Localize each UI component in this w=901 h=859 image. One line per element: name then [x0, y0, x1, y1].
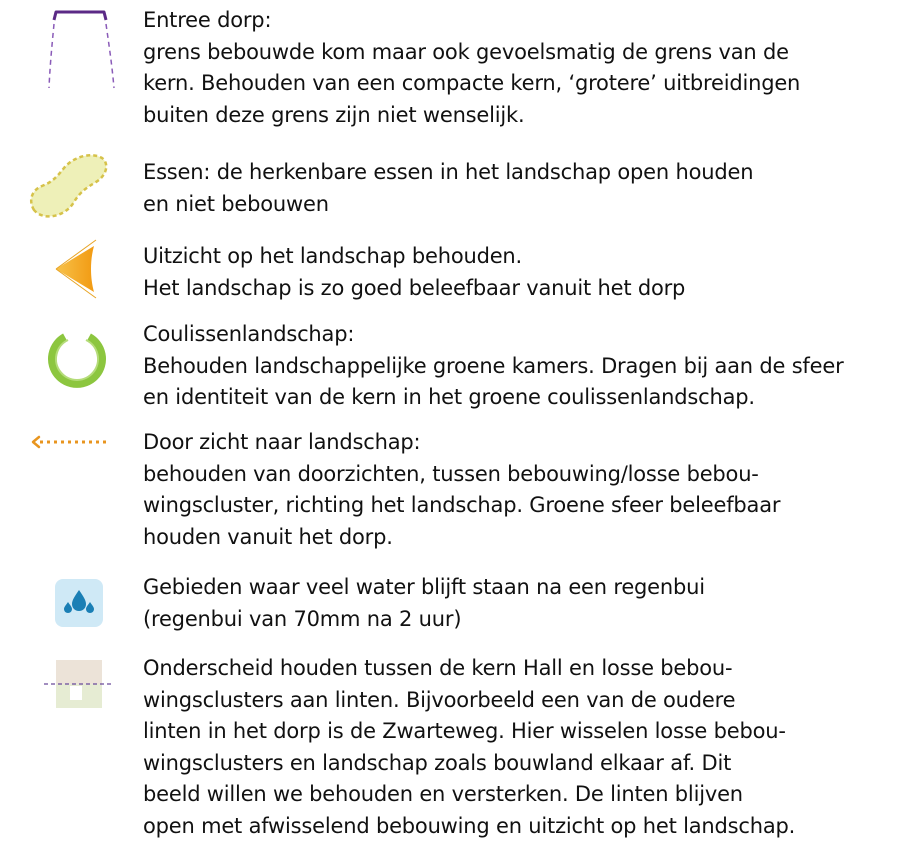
legend-text [143, 653, 897, 842]
legend-line: grens bebouwde kom maar ook gevoelsmatig de grens van de [143, 39, 789, 64]
legend-line: linten in het dorp is de Zwarteweg. Hier wisselen losse bebou- [143, 719, 786, 743]
village-entrance-icon [44, 10, 120, 90]
legend-line: Uitzicht op het landschap behouden. [143, 244, 523, 268]
legend-text [143, 319, 897, 414]
legend-text [143, 572, 897, 635]
legend-line: en identiteit van de kern in het groene coulissenlandschap. [143, 385, 755, 409]
legend-line: behouden van doorzichten, tussen bebouwing/losse bebou- [143, 461, 759, 486]
legend-text [143, 157, 897, 220]
legend-line: Behouden landschappelijke groene kamers. Dragen bij aan de sfeer [143, 353, 844, 378]
ribbon-cluster-icon [42, 658, 114, 710]
legend-heading: Door zicht naar landschap: [143, 430, 421, 454]
legend-line: Het landschap is zo goed beleefbaar vanuit het dorp [143, 275, 686, 300]
legend-text [143, 5, 897, 131]
green-ring-icon [46, 330, 108, 392]
legend-line: wingsclusters en landschap zoals bouwland elkaar af. Dit [143, 750, 732, 775]
legend-heading: Coulissenlandschap: [143, 322, 355, 346]
view-cone-icon [52, 238, 102, 300]
legend-heading: Entree dorp: [143, 8, 272, 32]
dotted-arrow-icon [30, 434, 110, 450]
legend-text [143, 427, 897, 553]
legend-line: open met afwisselend bebouwing en uitzicht op het landschap. [143, 813, 796, 838]
legend-line: en niet bebouwen [143, 191, 329, 216]
legend-line: Gebieden waar veel water blijft staan na een regenbui [143, 575, 705, 599]
legend-line: buiten deze grens zijn niet wenselijk. [143, 102, 525, 127]
legend-line: (regenbui van 70mm na 2 uur) [143, 606, 462, 631]
legend-line: Essen: de herkenbare essen in het landschap open houden [143, 160, 754, 184]
legend-line: wingsclusters aan linten. Bijvoorbeeld een van de oudere [143, 687, 736, 712]
legend-line: houden vanuit het dorp. [143, 524, 393, 549]
legend-line: beeld willen we behouden en versterken. De linten blijven [143, 782, 743, 806]
legend-text [143, 241, 897, 304]
essen-field-icon [26, 152, 110, 224]
legend-line: wingscluster, richting het landschap. Groene sfeer beleefbaar [143, 493, 781, 517]
water-drops-icon [54, 578, 104, 628]
legend-line: Onderscheid houden tussen de kern Hall en losse bebou- [143, 656, 733, 680]
legend-line: kern. Behouden van een compacte kern, ‘grotere’ uitbreidingen [143, 71, 801, 95]
